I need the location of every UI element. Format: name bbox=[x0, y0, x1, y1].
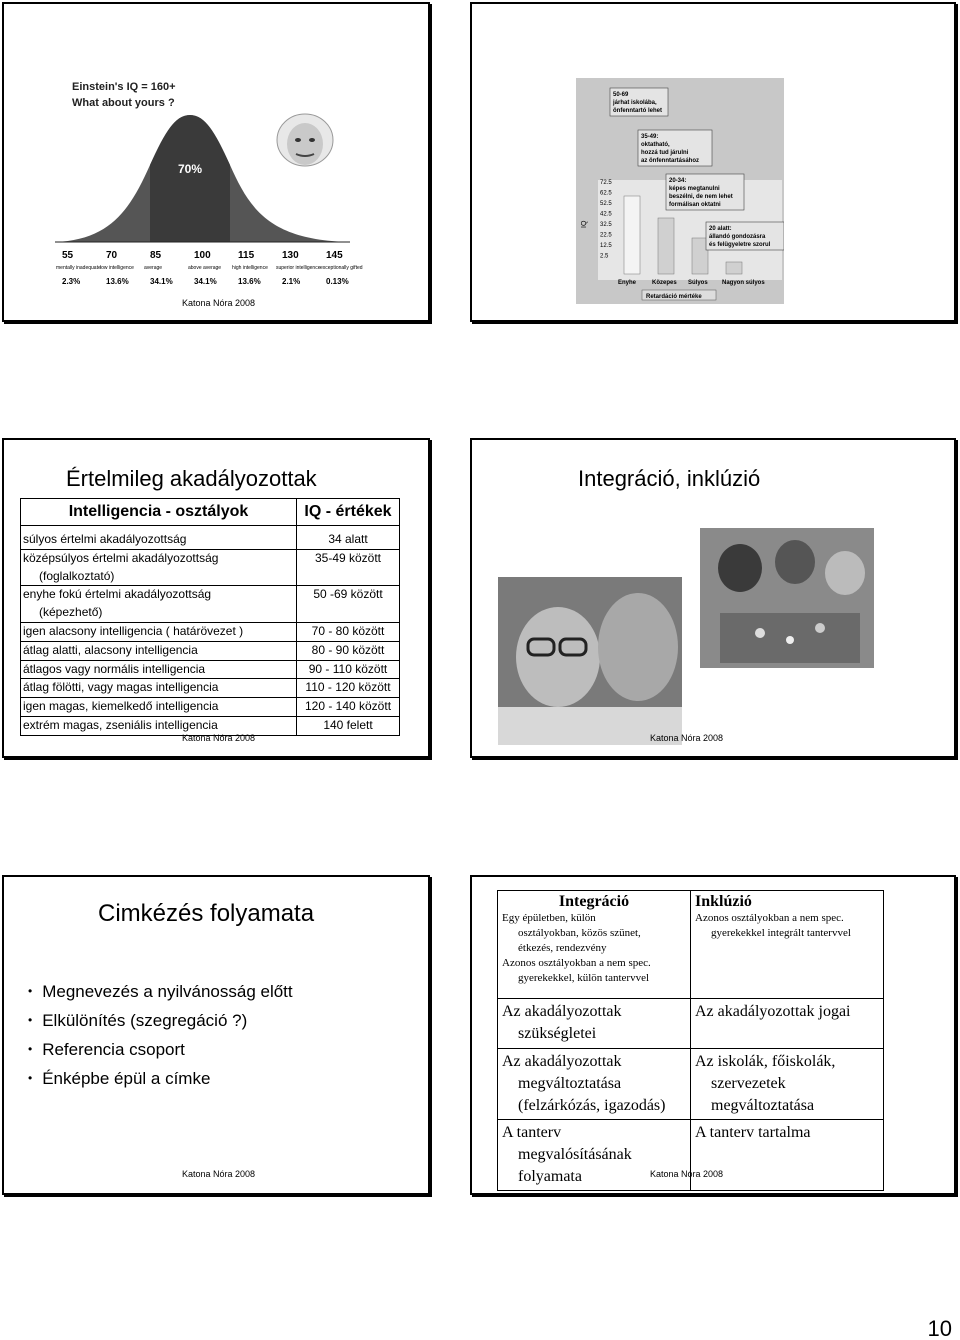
slide1-footer: Katona Nóra 2008 bbox=[182, 298, 256, 308]
iq-class-cell bbox=[21, 549, 297, 586]
iq-table-row bbox=[21, 641, 400, 660]
bell-percentage-label: 0.13% bbox=[326, 277, 349, 286]
bullet-item: • Megnevezés a nyilvánosság előtt bbox=[28, 978, 293, 1007]
cell-line: Egy épületben, külön bbox=[502, 912, 596, 924]
iq-callout-text: önfenntartó lehet bbox=[613, 108, 662, 114]
children-photo-1 bbox=[498, 577, 682, 745]
iq-table-row bbox=[21, 660, 400, 679]
einstein-headline-1: Einstein's IQ = 160+ bbox=[72, 81, 176, 93]
iq-class-line: (képezhető) bbox=[39, 605, 103, 620]
iq-table-row bbox=[21, 698, 400, 717]
iq-value-cell: 90 - 110 között bbox=[297, 660, 400, 679]
iq-ytick: 42.5 bbox=[600, 211, 612, 218]
iq-axis-label: IQ bbox=[581, 220, 588, 228]
iq-ytick: 62.5 bbox=[600, 190, 612, 197]
cell-line: megváltoztatása bbox=[518, 1075, 622, 1092]
slide2-footer: Katona Nóra 2008 bbox=[182, 733, 256, 743]
bell-category-label: above average bbox=[188, 265, 222, 271]
bell-percentage-label: 13.6% bbox=[106, 277, 129, 286]
inclusion-change bbox=[691, 1049, 884, 1120]
bell-category-label: exceptionally gifted bbox=[320, 265, 363, 271]
bell-percentage-label: 2.3% bbox=[62, 277, 81, 286]
iq-class-line: átlag fölötti, vagy magas intelligencia bbox=[23, 680, 219, 695]
iq-class-line: átlag alatti, alacsony intelligencia bbox=[23, 642, 198, 657]
slide2-title: Értelmileg akadályozottak bbox=[66, 466, 317, 491]
iq-table-row bbox=[21, 586, 400, 623]
iq-class-cell bbox=[21, 698, 297, 717]
iq-ytick: 32.5 bbox=[600, 222, 612, 228]
iq-ytick: 52.5 bbox=[600, 201, 612, 207]
integration-change bbox=[498, 1049, 691, 1120]
cell-line: (felzárkózás, igazodás) bbox=[518, 1097, 666, 1114]
cell-line: Az akadályozottak bbox=[502, 1053, 622, 1070]
iq-xlabel: Retardáció mértéke bbox=[646, 294, 702, 300]
iq-callout-text: hozzá tud járulni bbox=[641, 150, 689, 156]
iq-category: Nagyon súlyos bbox=[722, 280, 765, 286]
iq-callout-text: 20 alatt: bbox=[709, 226, 732, 232]
iq-ytick: 2.5 bbox=[600, 253, 609, 260]
iq-ytick: 12.5 bbox=[600, 243, 612, 249]
bell-tick-label: 115 bbox=[238, 250, 255, 261]
children-photo-2 bbox=[700, 528, 874, 668]
iq-callout-text: 35-49: bbox=[641, 134, 659, 140]
bell-percentage-label: 34.1% bbox=[194, 277, 217, 286]
iq-table-row bbox=[21, 622, 400, 641]
iq-class-line: átlagos vagy normális intelligencia bbox=[23, 661, 206, 676]
iq-table-row bbox=[21, 526, 400, 550]
cell-line: szervezetek bbox=[711, 1075, 786, 1092]
iq-class-line: súlyos értelmi akadályozottság bbox=[23, 532, 187, 546]
iq-callout-text: az önfenntartásához bbox=[641, 158, 700, 164]
bell-percentage-label: 13.6% bbox=[238, 277, 261, 286]
iq-category: Enyhe bbox=[618, 280, 637, 286]
slide4-title: Cimkézés folyamata bbox=[98, 900, 315, 927]
cell-line: osztályokban, közös szünet, bbox=[518, 927, 641, 939]
inclusion-header: Inklúzió bbox=[695, 893, 752, 910]
bell-center-percentage: 70% bbox=[178, 162, 203, 176]
cell-line: Az akadályozottak bbox=[502, 1003, 622, 1020]
cell-line: A tanterv bbox=[502, 1124, 562, 1141]
iq-class-line: igen magas, kiemelkedő intelligencia bbox=[23, 699, 219, 714]
col-iq-values: IQ - értékek bbox=[297, 499, 400, 526]
integration-definition bbox=[502, 911, 686, 986]
iq-callout-text: 20-34: bbox=[669, 178, 687, 184]
iq-class-line: extrém magas, zseniális intelligencia bbox=[23, 717, 218, 732]
iq-value-cell: 50 -69 között bbox=[297, 586, 400, 623]
inclusion-rights bbox=[691, 999, 884, 1049]
slide3-title: Integráció, inklúzió bbox=[578, 466, 761, 491]
cell-line: folyamata bbox=[518, 1168, 582, 1185]
bell-tick-label: 55 bbox=[62, 250, 74, 261]
iq-classes-table bbox=[20, 498, 400, 736]
integration-inclusion-table bbox=[497, 890, 884, 1191]
bell-tick-label: 70 bbox=[106, 250, 118, 261]
iq-bar bbox=[692, 238, 708, 274]
bell-category-label: superior intelligence bbox=[276, 265, 321, 271]
bell-category-label: mentally inadequate bbox=[56, 265, 101, 271]
cell-line: szükségletei bbox=[518, 1025, 597, 1042]
iq-table-row bbox=[21, 679, 400, 698]
iq-bar bbox=[624, 196, 640, 274]
iq-category: Súlyos bbox=[688, 280, 708, 286]
iq-callout-text: beszélni, de nem lehet bbox=[669, 194, 733, 200]
cell-line: Az akadályozottak jogai bbox=[695, 1003, 851, 1020]
bell-tick-label: 145 bbox=[326, 250, 343, 261]
slide3-footer: Katona Nóra 2008 bbox=[650, 733, 724, 743]
einstein-iq-bell-curve-image bbox=[50, 70, 370, 292]
iq-ytick: 22.5 bbox=[600, 232, 612, 239]
bell-category-label: high intelligence bbox=[232, 265, 268, 271]
col-intelligence-classes: Intelligencia - osztályok bbox=[21, 499, 297, 526]
iq-value-cell: 34 alatt bbox=[297, 526, 400, 550]
iq-class-cell bbox=[21, 716, 297, 735]
iq-callout-text: képes megtanulni bbox=[669, 186, 720, 192]
iq-callout-text: járhat iskolába, bbox=[613, 100, 657, 106]
iq-callout-text: 50-69 bbox=[613, 92, 629, 98]
cell-line: megváltoztatása bbox=[711, 1097, 815, 1114]
slide4-footer: Katona Nóra 2008 bbox=[182, 1169, 256, 1179]
cell-line: Azonos osztályokban a nem spec. bbox=[695, 912, 844, 924]
iq-class-line: igen alacsony intelligencia ( határövezet ) bbox=[23, 623, 244, 638]
iq-callout-text: formálisan oktatni bbox=[669, 202, 721, 208]
retardation-iq-chart bbox=[576, 78, 784, 304]
cell-line: Az iskolák, főiskolák, bbox=[695, 1053, 836, 1070]
iq-value-cell: 35-49 között bbox=[297, 549, 400, 586]
cell-line: gyerekekkel integrált tantervvel bbox=[711, 927, 851, 939]
iq-callout-text: állandó gondozásra bbox=[709, 234, 766, 240]
iq-class-cell bbox=[21, 641, 297, 660]
iq-value-cell: 140 felett bbox=[297, 716, 400, 735]
integration-curriculum bbox=[498, 1120, 691, 1191]
iq-class-cell bbox=[21, 660, 297, 679]
cell-line: étkezés, rendezvény bbox=[518, 942, 607, 954]
iq-class-cell bbox=[21, 622, 297, 641]
iq-value-cell: 110 - 120 között bbox=[297, 679, 400, 698]
bullet-item: • Elkülönítés (szegregáció ?) bbox=[28, 1007, 293, 1036]
iq-ytick: 72.5 bbox=[600, 180, 612, 186]
cell-line: A tanterv tartalma bbox=[695, 1124, 811, 1141]
bell-category-label: average bbox=[144, 265, 163, 271]
iq-class-cell bbox=[21, 679, 297, 698]
iq-table-row bbox=[21, 549, 400, 586]
inclusion-definition bbox=[695, 911, 879, 941]
bell-tick-label: 130 bbox=[282, 250, 299, 261]
inclusion-curriculum bbox=[691, 1120, 884, 1191]
bell-category-label: low intelligence bbox=[100, 265, 134, 271]
page-number: 10 bbox=[927, 1316, 952, 1340]
cell-line: gyerekekkel, külön tantervvel bbox=[518, 972, 650, 984]
bell-percentage-label: 34.1% bbox=[150, 277, 173, 286]
labeling-bullet-list bbox=[28, 978, 293, 1094]
bullet-item: • Referencia csoport bbox=[28, 1036, 293, 1065]
bullet-item: • Énképbe épül a címke bbox=[28, 1065, 293, 1094]
cell-line: Azonos osztályokban a nem spec. bbox=[502, 957, 651, 969]
iq-class-line: középsúlyos értelmi akadályozottság bbox=[23, 550, 219, 565]
iq-value-cell: 120 - 140 között bbox=[297, 698, 400, 717]
einstein-portrait-icon bbox=[277, 114, 333, 166]
iq-class-cell bbox=[21, 526, 297, 550]
iq-bar bbox=[658, 218, 674, 274]
bell-tick-label: 85 bbox=[150, 250, 162, 261]
iq-class-cell bbox=[21, 586, 297, 623]
iq-category: Közepes bbox=[652, 280, 677, 286]
iq-class-line: (foglalkoztató) bbox=[39, 568, 115, 583]
cell-line: megvalósításának bbox=[518, 1146, 632, 1163]
integration-needs bbox=[498, 999, 691, 1049]
slide5-footer: Katona Nóra 2008 bbox=[650, 1169, 724, 1179]
bell-tick-label: 100 bbox=[194, 250, 211, 261]
iq-class-line: enyhe fokú értelmi akadályozottság bbox=[23, 587, 212, 602]
iq-callout-text: és felügyeletre szorul bbox=[709, 242, 771, 248]
bell-percentage-label: 2.1% bbox=[282, 277, 301, 286]
iq-bar bbox=[726, 262, 742, 274]
iq-value-cell: 70 - 80 között bbox=[297, 622, 400, 641]
iq-value-cell: 80 - 90 között bbox=[297, 641, 400, 660]
einstein-headline-2: What about yours ? bbox=[72, 97, 175, 109]
integration-header: Integráció bbox=[558, 893, 630, 910]
iq-callout-text: oktatható, bbox=[641, 142, 670, 148]
